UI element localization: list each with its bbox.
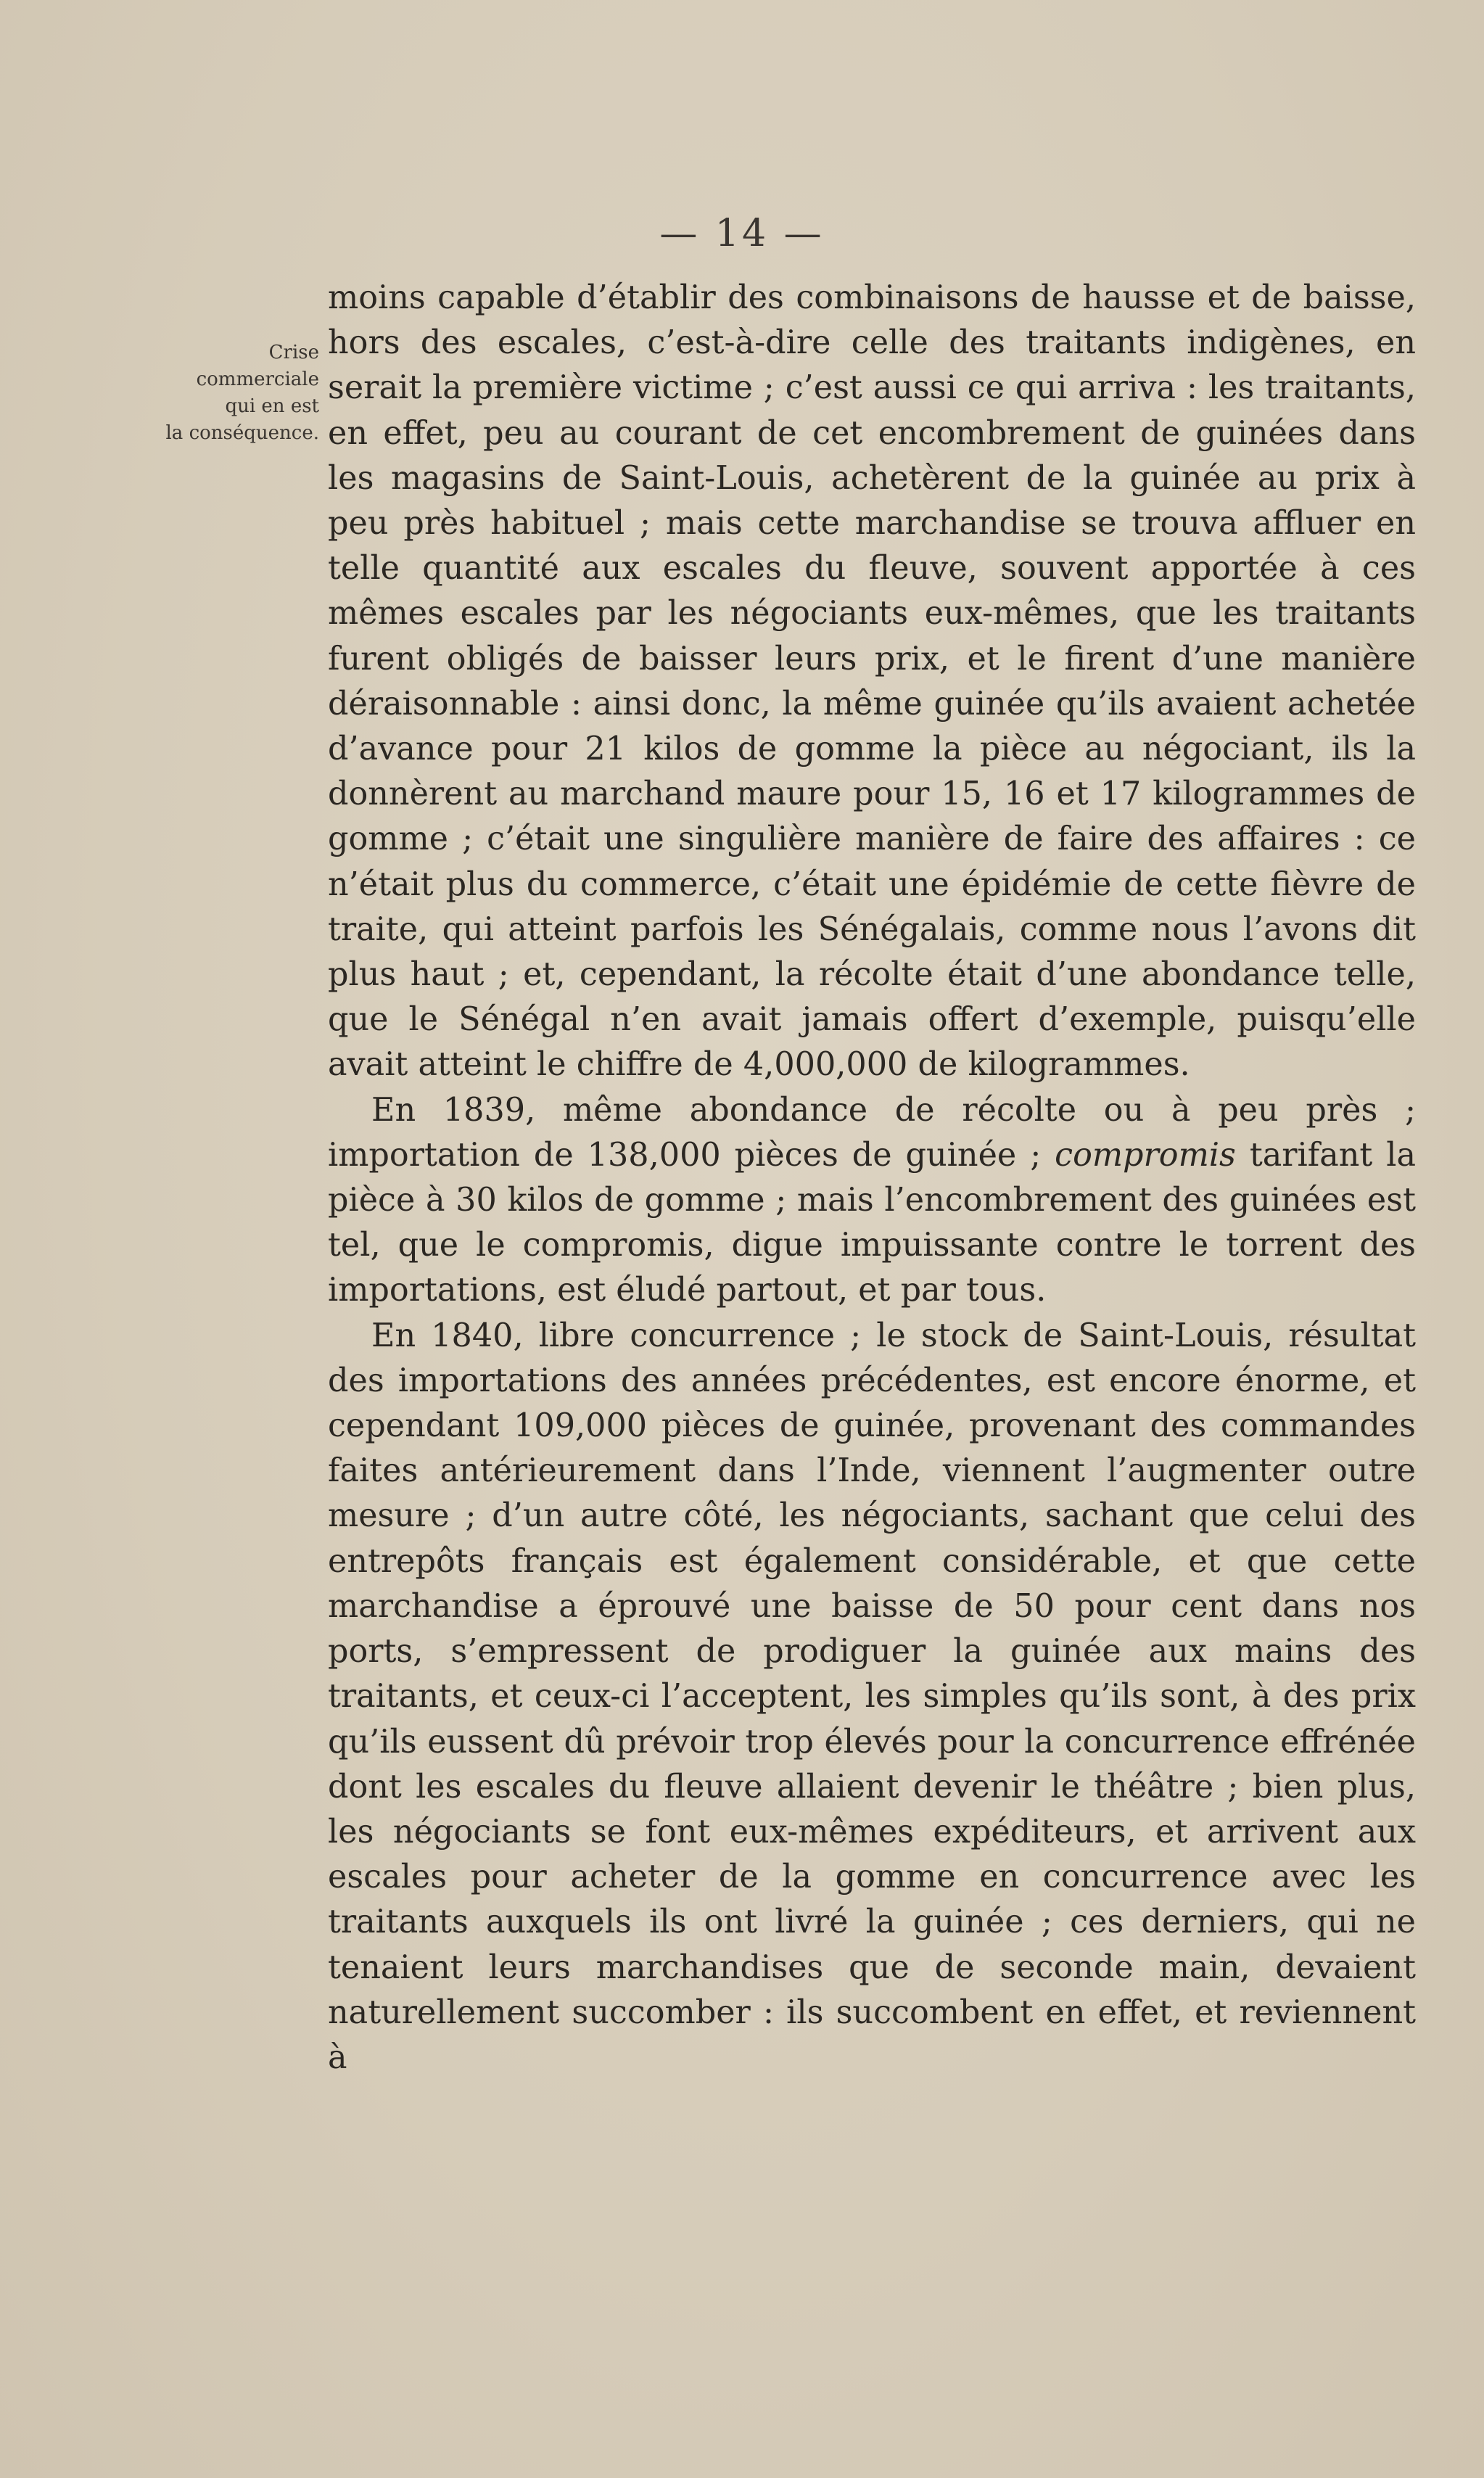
italic-term: compromis <box>1055 1136 1236 1174</box>
body-text <box>328 276 1416 2080</box>
margin-note-line: la conséquence. <box>165 422 319 444</box>
paragraph-continuation: moins capable d’établir des combinaisons de hausse et de baisse, hors des escales, c’est-à-dire celle des traitants indigènes, en serait la première victime ; c’est aussi ce qui arriva : les traitants, en effet, peu au courant de cet encombrement de guinées dans les magasins de Saint-Louis, achetèrent de la guinée au prix à peu près habituel ; mais cette marchandise se trouva affluer en telle quantité aux escales du fleuve, souvent apportée à ces mêmes escales par les négociants eux-mêmes, que les traitants furent obligés de baisser leurs prix, et le firent d’une manière déraisonnable : ainsi donc, la même guinée qu’ils avaient achetée d’avance pour 21 kilos de gomme la pièce au négociant, ils la donnèrent au marchand maure pour 15, 16 et 17 kilogrammes de gomme ; c’était une singulière manière de faire des affaires : ce n’était plus du commerce, c’était une épidémie de cette fièvre de traite, qui atteint parfois les Sénégalais, comme nous l’avons dit plus haut ; et, cependant, la récolte était d’une abondance telle, que le Sénégal n’en avait jamais offert d’exemple, puisqu’elle avait atteint le chiffre de 4,000,000 de kilogrammes. <box>328 279 1416 1084</box>
page-number: — 14 — <box>659 212 825 255</box>
paragraph-1839 <box>328 1088 1416 1314</box>
margin-note <box>102 339 319 447</box>
paragraph-1840: En 1840, libre concurrence ; le stock de Saint-Louis, résultat des importations des années précédentes, est encore énorme, et cependant 109,000 pièces de guinée, provenant des commandes faites antérieurement dans l’Inde, viennent l’augmenter outre mesure ; d’un autre côté, les négociants, sachant que celui des entrepôts français est également considérable, et que cette marchandise a éprouvé une baisse de 50 pour cent dans nos ports, s’empressent de prodiguer la guinée aux mains des traitants, et ceux-ci l’acceptent, les simples qu’ils sont, à des prix qu’ils eussent dû prévoir trop élevés pour la concurrence effrénée dont les escales du fleuve allaient devenir le théâtre ; bien plus, les négociants se font eux-mêmes expéditeurs, et arrivent aux escales pour acheter de la gomme en concurrence avec les traitants auxquels ils ont livré la guinée ; ces derniers, qui ne tenaient leurs marchandises que de seconde main, devaient naturellement succomber : ils succombent en effet, et reviennent à <box>328 1317 1416 2076</box>
paragraph-text: tarifant la pièce à 30 kilos de gomme ; mais l’encombrement des guinées est tel, que le compromis, digue impuissante contre le torrent des importations, est éludé partout, et par tous. <box>328 1136 1417 1309</box>
paragraph-text: En 1839, même abondance de récolte ou à peu près ; importation de 138,000 pièces de guinée ; <box>328 1091 1416 1174</box>
margin-note-line: commerciale <box>196 369 319 390</box>
margin-note-line: Crise <box>268 342 319 363</box>
margin-note-line: qui en est <box>225 395 319 417</box>
